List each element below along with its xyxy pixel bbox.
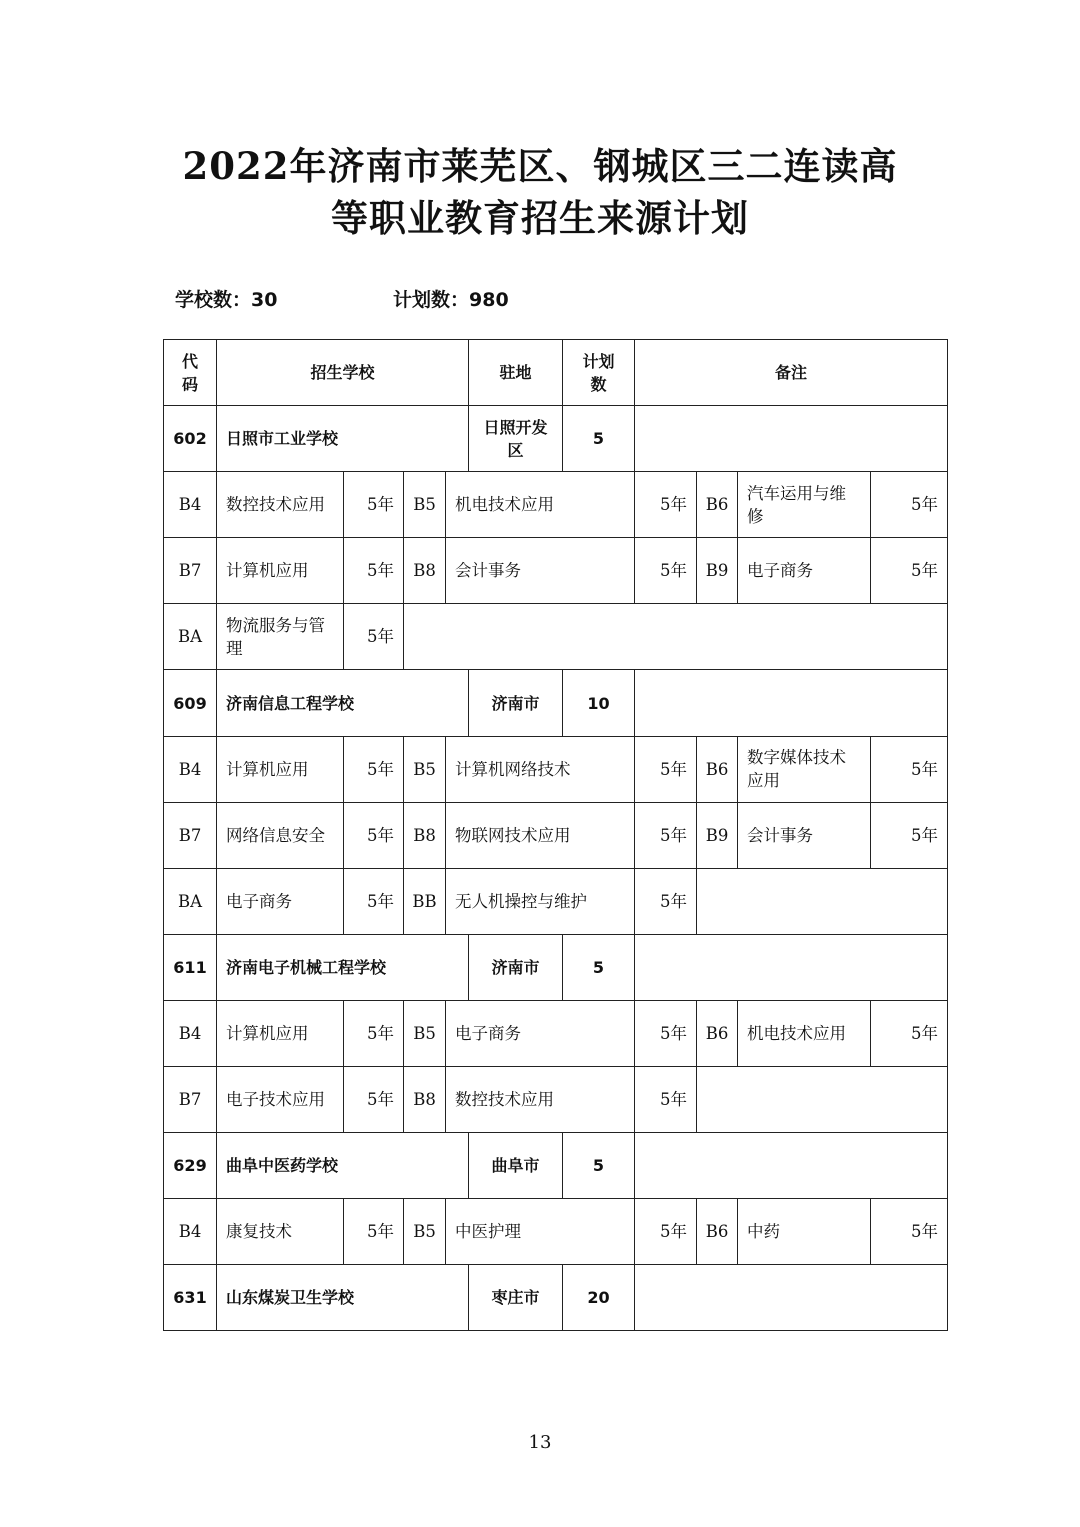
school-code: 609 <box>164 670 217 736</box>
major-code: B6 <box>697 472 738 538</box>
major-name: 计算机应用 <box>217 737 344 803</box>
school-count: 学校数：30 <box>175 289 278 311</box>
major-name: 机电技术应用 <box>738 1001 871 1067</box>
major-years: 5年 <box>871 538 948 604</box>
major-years: 5年 <box>635 472 697 538</box>
major-name: 物联网技术应用 <box>446 803 635 869</box>
major-years: 5年 <box>635 538 697 604</box>
document-title-line-1: 2022年济南市莱芜区、钢城区三二连读高 <box>182 144 898 188</box>
major-code: BB <box>404 869 446 935</box>
major-name: 汽车运用与维修 <box>738 472 871 538</box>
school-name: 济南电子机械工程学校 <box>217 935 469 1001</box>
major-years: 5年 <box>344 803 404 869</box>
header-count: 计划数 <box>563 340 635 406</box>
school-plan-count: 5 <box>563 935 635 1001</box>
major-name: 数字媒体技术应用 <box>738 737 871 803</box>
school-location: 济南市 <box>469 670 563 736</box>
major-code: B9 <box>697 803 738 869</box>
major-code: B5 <box>404 472 446 538</box>
major-years: 5年 <box>344 1067 404 1133</box>
major-code: B4 <box>164 1001 217 1067</box>
major-name: 网络信息安全 <box>217 803 344 869</box>
school-location: 曲阜市 <box>469 1133 563 1199</box>
empty-cell <box>697 1067 948 1133</box>
major-code: B8 <box>404 803 446 869</box>
school-remarks <box>635 406 948 472</box>
school-plan-count: 5 <box>563 1133 635 1199</box>
major-years: 5年 <box>635 869 697 935</box>
major-code: B5 <box>404 1001 446 1067</box>
school-code: 602 <box>164 406 217 472</box>
major-code: BA <box>164 604 217 670</box>
major-name: 康复技术 <box>217 1199 344 1265</box>
school-plan-count: 10 <box>563 670 635 736</box>
empty-cell <box>404 604 948 670</box>
school-code: 631 <box>164 1265 217 1331</box>
school-name: 山东煤炭卫生学校 <box>217 1265 469 1331</box>
major-name: 计算机应用 <box>217 538 344 604</box>
major-name: 中医护理 <box>446 1199 635 1265</box>
major-name: 数控技术应用 <box>217 472 344 538</box>
school-name: 济南信息工程学校 <box>217 670 469 736</box>
major-code: B7 <box>164 538 217 604</box>
school-remarks <box>635 1265 948 1331</box>
major-code: B7 <box>164 803 217 869</box>
major-years: 5年 <box>871 737 948 803</box>
major-name: 计算机网络技术 <box>446 737 635 803</box>
header-code: 代码 <box>164 340 217 406</box>
major-code: B7 <box>164 1067 217 1133</box>
major-name: 会计事务 <box>446 538 635 604</box>
major-code: B6 <box>697 1001 738 1067</box>
header-location: 驻地 <box>469 340 563 406</box>
document-title-line-2: 等职业教育招生来源计划 <box>331 196 749 240</box>
school-code: 611 <box>164 935 217 1001</box>
major-code: B5 <box>404 1199 446 1265</box>
header-school: 招生学校 <box>217 340 469 406</box>
major-code: B8 <box>404 1067 446 1133</box>
school-remarks <box>635 1133 948 1199</box>
major-years: 5年 <box>635 737 697 803</box>
school-name: 日照市工业学校 <box>217 406 469 472</box>
major-years: 5年 <box>871 1001 948 1067</box>
page-number: 13 <box>528 1432 552 1453</box>
school-plan-count: 5 <box>563 406 635 472</box>
major-name: 数控技术应用 <box>446 1067 635 1133</box>
school-location: 济南市 <box>469 935 563 1001</box>
major-code: B8 <box>404 538 446 604</box>
major-code: BA <box>164 869 217 935</box>
empty-cell <box>697 869 948 935</box>
major-code: B4 <box>164 737 217 803</box>
major-code: B4 <box>164 1199 217 1265</box>
major-years: 5年 <box>344 1199 404 1265</box>
school-remarks <box>635 670 948 736</box>
major-name: 机电技术应用 <box>446 472 635 538</box>
school-location: 枣庄市 <box>469 1265 563 1331</box>
plan-count: 计划数：980 <box>393 289 509 311</box>
major-years: 5年 <box>635 803 697 869</box>
major-code: B6 <box>697 1199 738 1265</box>
major-name: 中药 <box>738 1199 871 1265</box>
major-name: 电子商务 <box>217 869 344 935</box>
major-name: 电子技术应用 <box>217 1067 344 1133</box>
major-name: 计算机应用 <box>217 1001 344 1067</box>
school-name: 曲阜中医药学校 <box>217 1133 469 1199</box>
enrollment-plan-table <box>163 339 948 1331</box>
major-years: 5年 <box>344 1001 404 1067</box>
major-years: 5年 <box>871 803 948 869</box>
major-years: 5年 <box>344 538 404 604</box>
school-plan-count: 20 <box>563 1265 635 1331</box>
major-years: 5年 <box>344 472 404 538</box>
major-years: 5年 <box>344 869 404 935</box>
major-years: 5年 <box>635 1001 697 1067</box>
major-years: 5年 <box>871 472 948 538</box>
major-years: 5年 <box>344 737 404 803</box>
header-remarks: 备注 <box>635 340 948 406</box>
school-remarks <box>635 935 948 1001</box>
major-code: B4 <box>164 472 217 538</box>
major-name: 电子商务 <box>738 538 871 604</box>
major-code: B6 <box>697 737 738 803</box>
major-name: 物流服务与管理 <box>217 604 344 670</box>
major-years: 5年 <box>635 1199 697 1265</box>
major-name: 无人机操控与维护 <box>446 869 635 935</box>
major-code: B5 <box>404 737 446 803</box>
school-code: 629 <box>164 1133 217 1199</box>
major-years: 5年 <box>871 1199 948 1265</box>
major-name: 会计事务 <box>738 803 871 869</box>
major-code: B9 <box>697 538 738 604</box>
major-years: 5年 <box>635 1067 697 1133</box>
school-location: 日照开发区 <box>469 406 563 472</box>
major-years: 5年 <box>344 604 404 670</box>
major-name: 电子商务 <box>446 1001 635 1067</box>
